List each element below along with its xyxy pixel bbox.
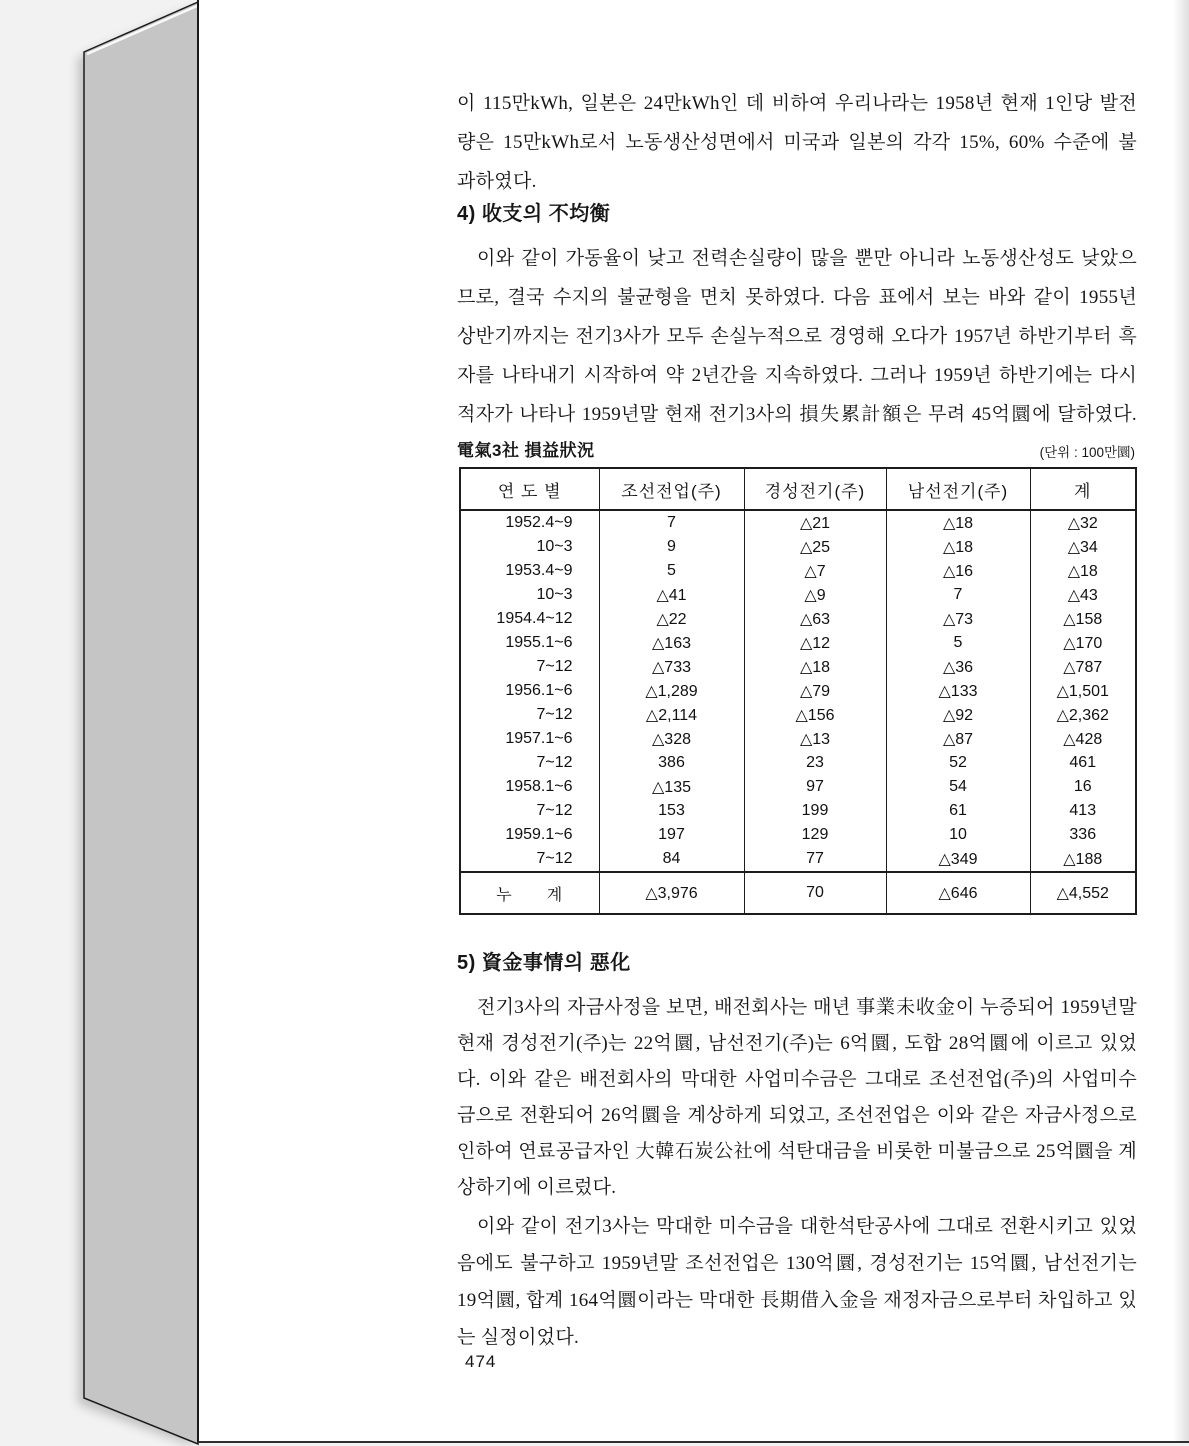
text-line: 음에도 불구하고 1959년말 조선전업은 130억圜, 경성전기는 15억圜, 남선전기는	[457, 1253, 1137, 1274]
text-line: 현재 경성전기(주)는 22억圜, 남선전기(주)는 6억圜, 도합 28억圜에 이르고 있었	[457, 1033, 1137, 1054]
section-5-heading: 5) 資金事情의 惡化	[457, 952, 631, 974]
table-cell: △9	[744, 583, 886, 607]
table-cell: 97	[744, 775, 886, 799]
table-cell: 5	[599, 559, 744, 583]
page-curl-shadow	[1173, 0, 1189, 1441]
table-cell: 7~12	[460, 655, 599, 679]
table-cell: △13	[744, 727, 886, 751]
text-line: 는 실정이었다.	[457, 1327, 580, 1348]
table-row	[460, 655, 1136, 679]
text-line: 상하기에 이르렀다.	[457, 1177, 617, 1198]
table-cell: 5	[886, 631, 1030, 655]
text-line: 적자가 나타나 1959년말 현재 전기3사의 損失累計額은 무려 45억圜에 달하였다.	[457, 404, 1137, 425]
table-cell: △170	[1030, 631, 1136, 655]
table-cell: 197	[599, 823, 744, 847]
table-caption	[457, 436, 1135, 461]
table-cell: △1,501	[1030, 679, 1136, 703]
paragraph-section5-2	[457, 1208, 1137, 1356]
table-cell: 70	[744, 872, 886, 914]
table-header-cell: 연 도 별	[460, 468, 599, 510]
table-header-cell: 남선전기(주)	[886, 468, 1030, 510]
table-cell: △428	[1030, 727, 1136, 751]
table-cell: 1958.1~6	[460, 775, 599, 799]
table-cell: 77	[744, 847, 886, 872]
text-line: 다. 이와 같은 배전회사의 막대한 사업미수금은 그대로 조선전업(주)의 사업미수	[457, 1069, 1137, 1090]
table-cell: 10~3	[460, 535, 599, 559]
table-cell: 84	[599, 847, 744, 872]
table-cell: 10~3	[460, 583, 599, 607]
text-line: 19억圜, 합계 164억圜이라는 막대한 長期借入金을 재정자금으로부터 차입하고 있	[457, 1290, 1137, 1311]
table-cell: △18	[744, 655, 886, 679]
paragraph-section5-1	[457, 990, 1137, 1206]
profit-loss-table	[459, 467, 1137, 915]
table-cell: 199	[744, 799, 886, 823]
table-cell: 7~12	[460, 847, 599, 872]
table-cell: △3,976	[599, 872, 744, 914]
table-cell: 16	[1030, 775, 1136, 799]
table-cell: 461	[1030, 751, 1136, 775]
text-line: 상반기까지는 전기3사가 모두 손실누적으로 경영해 오다가 1957년 하반기부터 흑	[457, 326, 1137, 347]
table-wrapper	[459, 467, 1137, 915]
table-cell: △646	[886, 872, 1030, 914]
table-cell: △34	[1030, 535, 1136, 559]
table-cell: 52	[886, 751, 1030, 775]
table-cell: △22	[599, 607, 744, 631]
table-cell: 1955.1~6	[460, 631, 599, 655]
paragraph-intro	[457, 84, 1137, 201]
table-cell: △25	[744, 535, 886, 559]
text-line: 자를 나타내기 시작하여 약 2년간을 지속하였다. 그러나 1959년 하반기에는 다시	[457, 365, 1137, 386]
table-cell: △787	[1030, 655, 1136, 679]
table-cell: △135	[599, 775, 744, 799]
table-cell: △2,114	[599, 703, 744, 727]
table-row	[460, 703, 1136, 727]
table-cell: △158	[1030, 607, 1136, 631]
table-cell: △32	[1030, 510, 1136, 535]
table-header-cell: 경성전기(주)	[744, 468, 886, 510]
text-line: 이 115만kWh, 일본은 24만kWh인 데 비하여 우리나라는 1958년 현재 1인당 발전	[457, 93, 1137, 114]
table-cell: △156	[744, 703, 886, 727]
table-unit-label: (단위 : 100만圜)	[1039, 445, 1135, 460]
book-page-edge	[84, 2, 198, 1444]
table-cell: 61	[886, 799, 1030, 823]
table-cell: △733	[599, 655, 744, 679]
table-cell: △188	[1030, 847, 1136, 872]
table-cell: △1,289	[599, 679, 744, 703]
text-line: 금으로 전환되어 26억圜을 계상하게 되었고, 조선전업은 이와 같은 자금사정으로	[457, 1105, 1137, 1126]
table-cell: △36	[886, 655, 1030, 679]
table-cell: △16	[886, 559, 1030, 583]
table-cell: 7~12	[460, 703, 599, 727]
table-row	[460, 535, 1136, 559]
table-title: 電氣3社 損益狀況	[457, 441, 595, 460]
table-cell: 10	[886, 823, 1030, 847]
table-cell: △79	[744, 679, 886, 703]
table-cell: 54	[886, 775, 1030, 799]
table-row	[460, 583, 1136, 607]
table-row	[460, 510, 1136, 535]
table-cell: △21	[744, 510, 886, 535]
table-row	[460, 847, 1136, 872]
table-cell: 7~12	[460, 751, 599, 775]
table-cell: △18	[1030, 559, 1136, 583]
table-body	[460, 510, 1136, 914]
table-cell: 9	[599, 535, 744, 559]
book-page	[197, 0, 1189, 1443]
paragraph-section4	[457, 239, 1137, 434]
text-line: 이와 같이 전기3사는 막대한 미수금을 대한석탄공사에 그대로 전환시키고 있었	[477, 1216, 1137, 1237]
table-head	[460, 468, 1136, 510]
table-cell: 336	[1030, 823, 1136, 847]
table-cell: 1954.4~12	[460, 607, 599, 631]
table-row	[460, 631, 1136, 655]
table-total-row	[460, 872, 1136, 914]
table-cell: 413	[1030, 799, 1136, 823]
table-cell: 153	[599, 799, 744, 823]
text-line: 량은 15만kWh로서 노동생산성면에서 미국과 일본의 각각 15%, 60% 수준에 불	[457, 132, 1137, 153]
table-row	[460, 751, 1136, 775]
section-4-heading: 4) 收支의 不均衡	[457, 203, 611, 225]
page-number: 474	[465, 1352, 497, 1371]
table-cell: △2,362	[1030, 703, 1136, 727]
table-cell: 386	[599, 751, 744, 775]
table-cell: 1957.1~6	[460, 727, 599, 751]
text-line: 전기3사의 자금사정을 보면, 배전회사는 매년 事業未收金이 누증되어 1959년말	[477, 997, 1137, 1018]
table-cell: 1953.4~9	[460, 559, 599, 583]
table-cell: △18	[886, 510, 1030, 535]
table-cell: 1952.4~9	[460, 510, 599, 535]
table-cell: △41	[599, 583, 744, 607]
table-header-cell: 조선전업(주)	[599, 468, 744, 510]
table-cell: △349	[886, 847, 1030, 872]
table-row	[460, 823, 1136, 847]
table-row	[460, 679, 1136, 703]
table-cell: △4,552	[1030, 872, 1136, 914]
text-line: 이와 같이 가동율이 낮고 전력손실량이 많을 뿐만 아니라 노동생산성도 낮았으	[477, 248, 1137, 269]
table-cell: 7	[886, 583, 1030, 607]
table-cell: △133	[886, 679, 1030, 703]
table-cell: △163	[599, 631, 744, 655]
table-cell: △73	[886, 607, 1030, 631]
table-cell: △92	[886, 703, 1030, 727]
table-cell: △63	[744, 607, 886, 631]
table-cell: △328	[599, 727, 744, 751]
table-cell: 23	[744, 751, 886, 775]
table-cell: 누 계	[460, 872, 599, 914]
table-cell: △43	[1030, 583, 1136, 607]
table-row	[460, 775, 1136, 799]
table-cell: 1956.1~6	[460, 679, 599, 703]
table-cell: △7	[744, 559, 886, 583]
text-line: 과하였다.	[457, 171, 537, 192]
text-line: 인하여 연료공급자인 大韓石炭公社에 석탄대금을 비롯한 미불금으로 25억圜을 계	[457, 1141, 1137, 1162]
table-row	[460, 607, 1136, 631]
text-line: 므로, 결국 수지의 불균형을 면치 못하였다. 다음 표에서 보는 바와 같이 1955년	[457, 287, 1137, 308]
table-row	[460, 727, 1136, 751]
table-cell: △18	[886, 535, 1030, 559]
table-cell: 7~12	[460, 799, 599, 823]
table-header-cell: 계	[1030, 468, 1136, 510]
table-cell: 7	[599, 510, 744, 535]
table-cell: △87	[886, 727, 1030, 751]
table-cell: 129	[744, 823, 886, 847]
table-cell: 1959.1~6	[460, 823, 599, 847]
table-cell: △12	[744, 631, 886, 655]
table-row	[460, 799, 1136, 823]
table-header-row	[460, 468, 1136, 510]
table-row	[460, 559, 1136, 583]
